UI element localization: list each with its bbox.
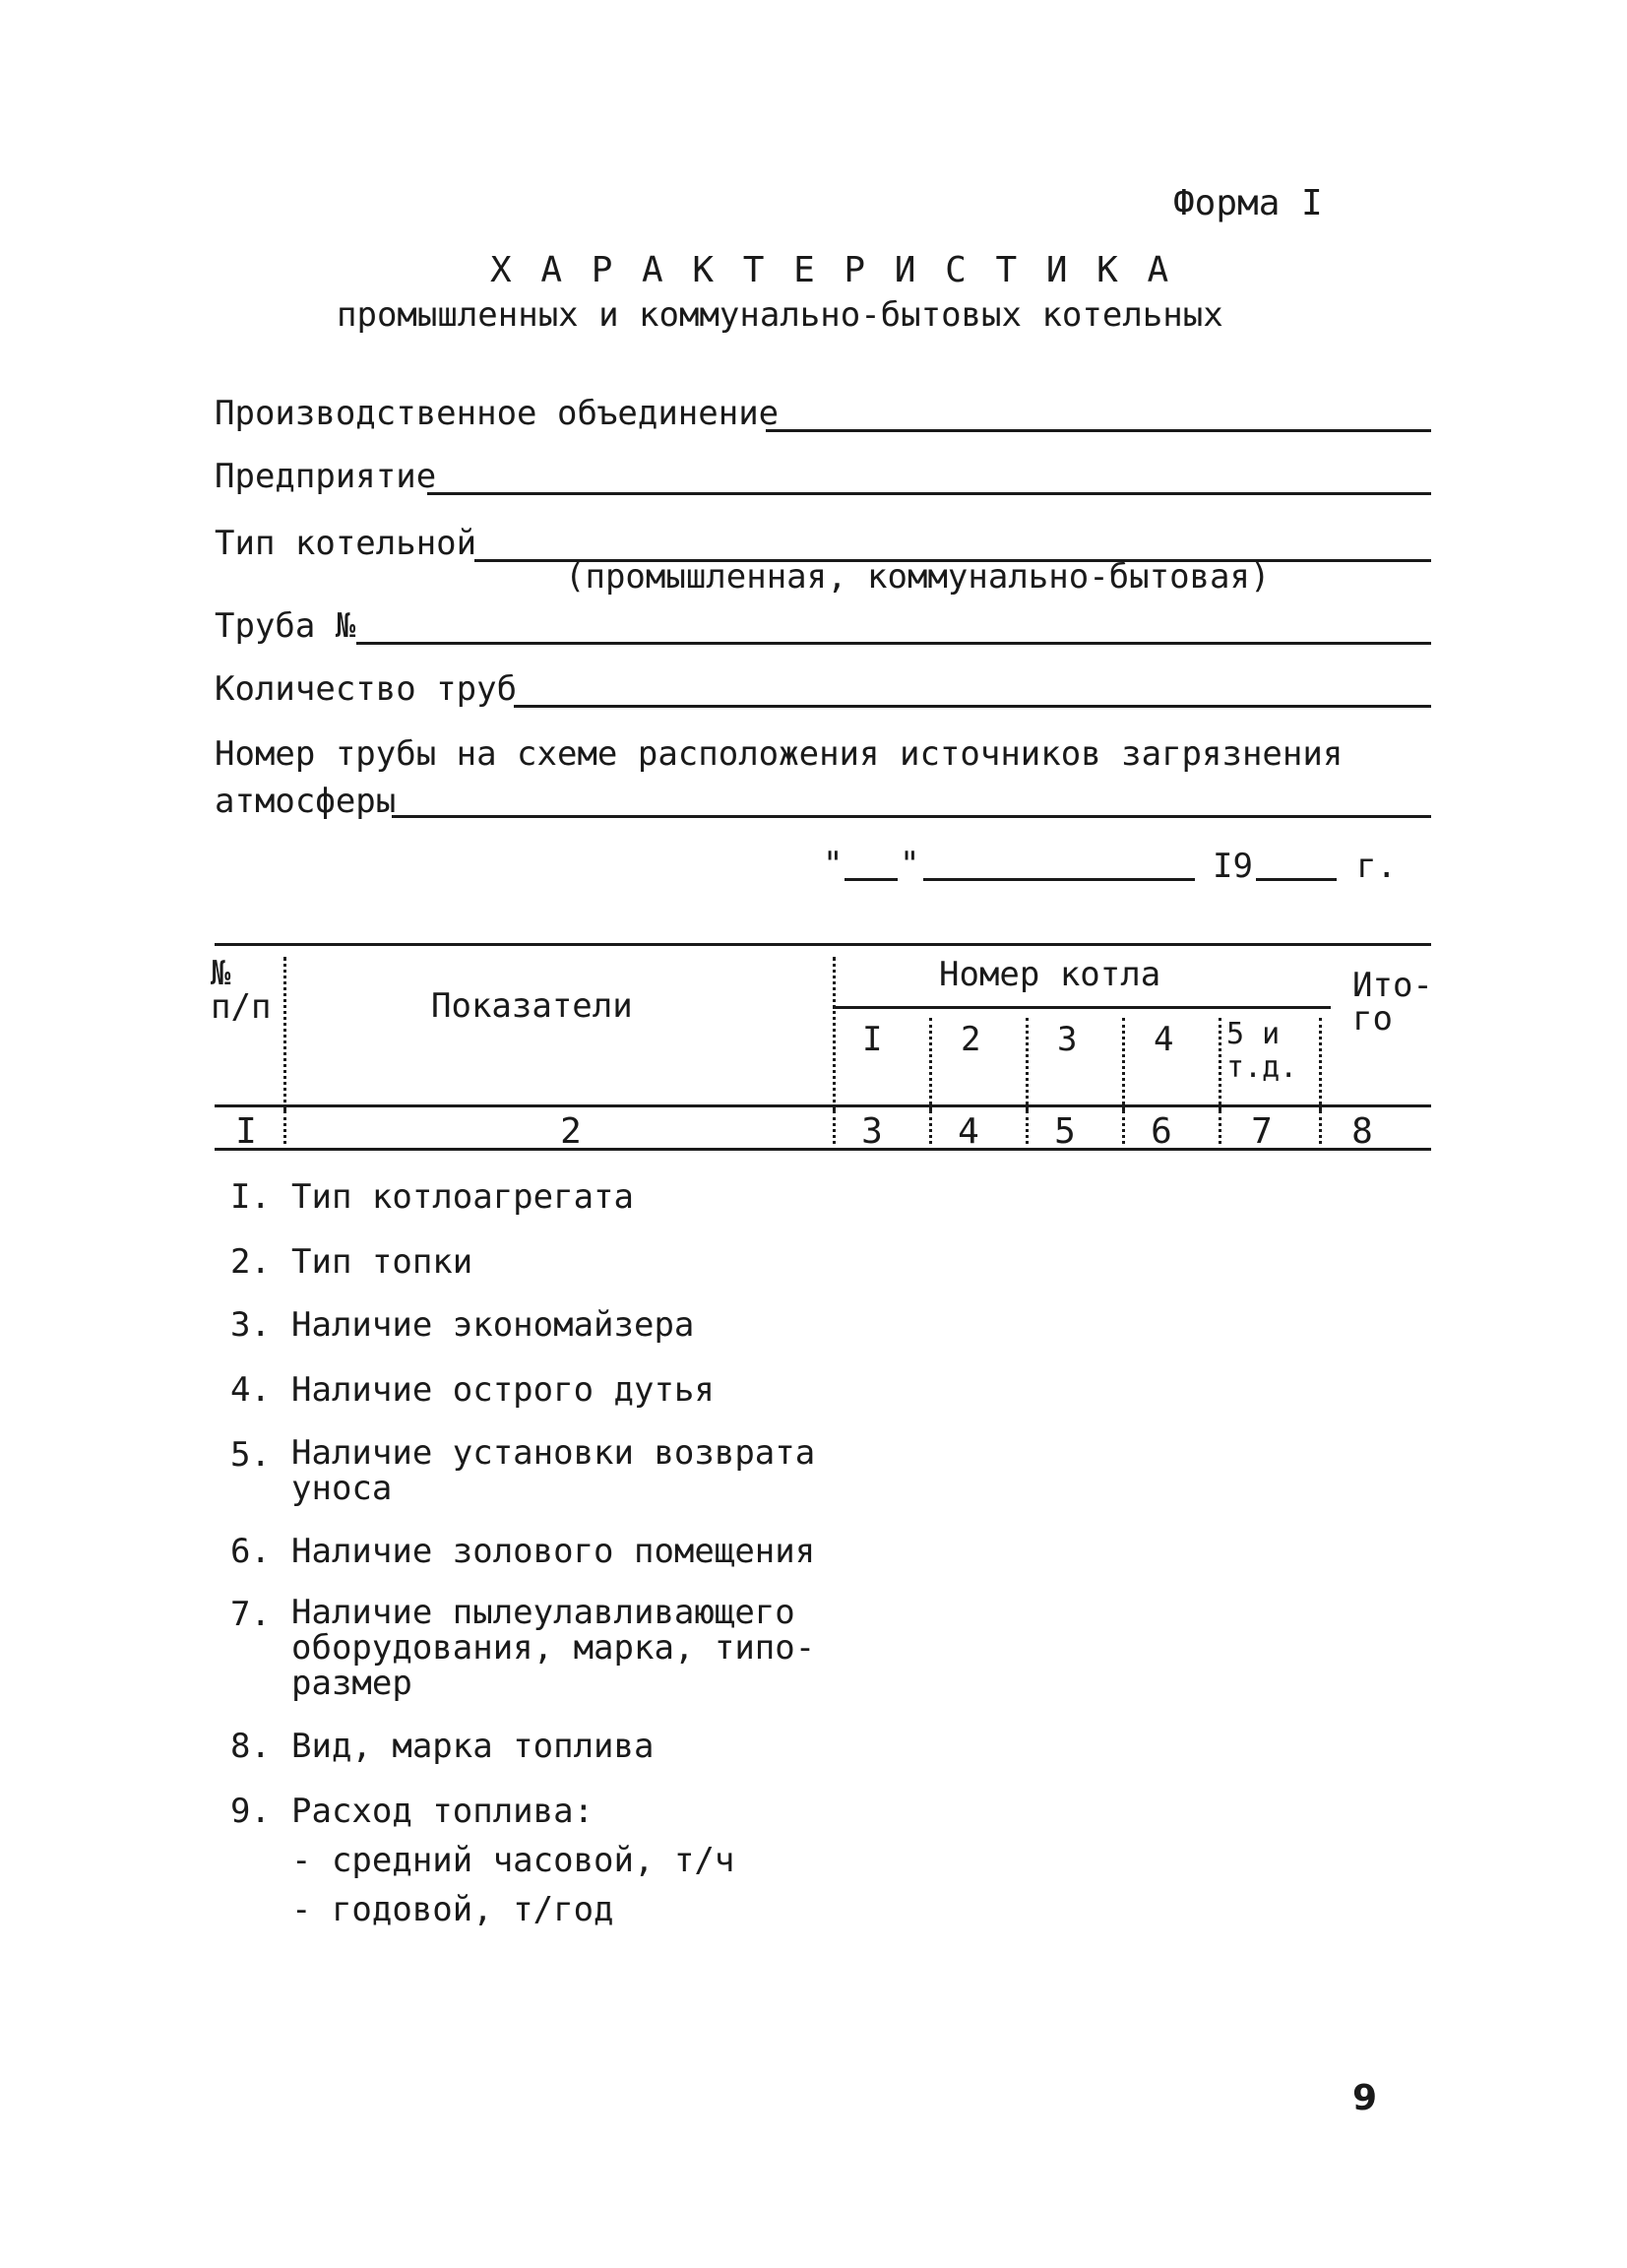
- subitem-annual: - годовой, т/год: [291, 1890, 614, 1929]
- vsep-row2-4: [1026, 1110, 1029, 1144]
- item-1-num: I.: [230, 1177, 271, 1217]
- boiler-col-3: 3: [1057, 1020, 1078, 1059]
- col-header-boiler-number: Номер котла: [939, 955, 1161, 994]
- field-label-pipe-scheme-cont: атмосферы: [215, 782, 397, 821]
- form-label: Форма I: [1173, 183, 1323, 223]
- item-8-num: 8.: [230, 1727, 271, 1766]
- boiler-col-5: 5 и т.д.: [1226, 1017, 1298, 1085]
- colnum-8: 8: [1351, 1111, 1373, 1152]
- boiler-col-2: 2: [961, 1020, 981, 1059]
- item-7-num: 7.: [230, 1595, 271, 1634]
- field-line-enterprise[interactable]: [427, 492, 1431, 495]
- vsep-6: [1219, 1018, 1221, 1110]
- item-3-text: Наличие экономайзера: [291, 1305, 695, 1345]
- field-label-pipe-number: Труба №: [215, 606, 356, 646]
- date-quote-close: ": [900, 845, 920, 884]
- item-4-num: 4.: [230, 1370, 271, 1410]
- date-quote-open: ": [823, 845, 844, 884]
- vsep-5: [1122, 1018, 1125, 1110]
- colnum-1: I: [235, 1111, 257, 1152]
- col-header-indicators: Показатели: [431, 986, 633, 1026]
- date-year-prefix: I9: [1213, 847, 1253, 886]
- table-header-bottom-rule: [215, 1104, 1431, 1107]
- item-6-num: 6.: [230, 1532, 271, 1571]
- vsep-1: [283, 957, 286, 1110]
- table-top-rule: [215, 943, 1431, 946]
- item-4-text: Наличие острого дутья: [291, 1370, 715, 1410]
- field-line-association[interactable]: [766, 429, 1431, 432]
- item-9-text: Расход топлива:: [291, 1792, 594, 1831]
- item-5-text: Наличие установки возврата уноса: [291, 1433, 816, 1508]
- field-line-pipe-number[interactable]: [356, 642, 1431, 645]
- vsep-3: [929, 1018, 932, 1110]
- date-year-suffix: г.: [1356, 847, 1397, 886]
- document-title: Х А Р А К Т Е Р И С Т И К А: [490, 250, 1173, 290]
- boiler-col-4: 4: [1154, 1020, 1174, 1059]
- field-line-pipe-count[interactable]: [514, 705, 1431, 708]
- date-month-line[interactable]: [923, 878, 1195, 881]
- item-2-text: Тип топки: [291, 1242, 473, 1282]
- item-8-text: Вид, марка топлива: [291, 1727, 655, 1766]
- document-subtitle: промышленных и коммунально-бытовых котельных: [337, 295, 1223, 335]
- vsep-row2-2: [833, 1110, 836, 1144]
- item-7-text: Наличие пылеулавливающего оборудования, марка, типо- размер: [291, 1593, 816, 1703]
- item-6-text: Наличие золового помещения: [291, 1532, 816, 1571]
- item-9-num: 9.: [230, 1792, 271, 1831]
- colnum-3: 3: [861, 1111, 883, 1152]
- item-3-num: 3.: [230, 1305, 271, 1345]
- field-hint-boiler-type: (промышленная, коммунально-бытовая): [565, 557, 1271, 597]
- colnum-5: 5: [1054, 1111, 1076, 1152]
- vsep-row2-7: [1319, 1110, 1322, 1144]
- vsep-4: [1026, 1018, 1029, 1110]
- field-label-boiler-type: Тип котельной: [215, 524, 477, 563]
- colnum-7: 7: [1251, 1111, 1273, 1152]
- vsep-row2-1: [283, 1110, 286, 1144]
- col-header-total: Ито- го: [1352, 966, 1433, 1039]
- item-5-num: 5.: [230, 1435, 271, 1475]
- colnum-4: 4: [958, 1111, 979, 1152]
- page-number: 9: [1352, 2078, 1378, 2118]
- vsep-2: [833, 957, 836, 1110]
- date-day-line[interactable]: [845, 878, 898, 881]
- table-bottom-rule: [215, 1148, 1431, 1151]
- vsep-row2-6: [1219, 1110, 1221, 1144]
- date-year-line[interactable]: [1256, 878, 1337, 881]
- vsep-7: [1319, 1018, 1322, 1110]
- colnum-6: 6: [1151, 1111, 1172, 1152]
- vsep-row2-3: [929, 1110, 932, 1144]
- item-1-text: Тип котлоагрегата: [291, 1177, 634, 1217]
- field-line-pipe-scheme[interactable]: [392, 815, 1431, 818]
- col-header-number: № п/п: [211, 954, 272, 1027]
- field-label-enterprise: Предприятие: [215, 457, 437, 496]
- subitem-hourly: - средний часовой, т/ч: [291, 1841, 735, 1880]
- boiler-group-rule: [833, 1006, 1331, 1009]
- field-label-pipe-count: Количество труб: [215, 669, 518, 709]
- item-2-num: 2.: [230, 1242, 271, 1282]
- field-label-pipe-scheme: Номер трубы на схеме расположения источников загрязнения: [215, 734, 1344, 774]
- colnum-2: 2: [560, 1111, 582, 1152]
- boiler-col-1: I: [862, 1020, 883, 1059]
- vsep-row2-5: [1122, 1110, 1125, 1144]
- field-label-association: Производственное объединение: [215, 394, 780, 433]
